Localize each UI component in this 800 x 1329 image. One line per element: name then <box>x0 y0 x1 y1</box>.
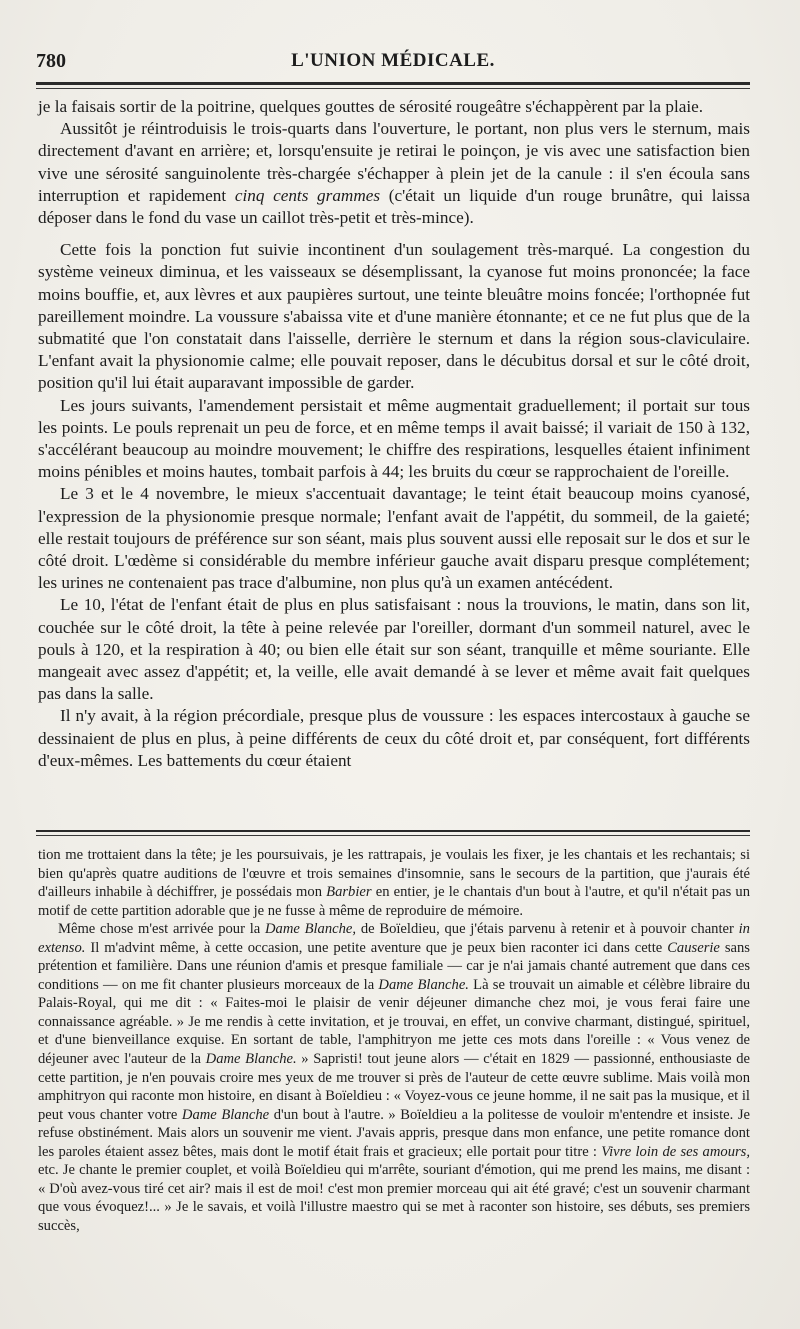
main-paragraph: Cette fois la ponction fut suivie incontinent d'un soulagement très-marqué. La congestion du système veineux diminua, et les vaisseaux se désemplissant, la cyanose fut moins prononcée; la face moins bouffie, et, aux lèvres et aux paupières surtout, une teinte bleuâtre moins foncée; l'orthopnée fut pareillement moindre. La voussure s'abaissa vite et d'une manière étonnante; et ce ne fut plus que de la submatité que l'on constatait dans l'aisselle, derrière le sternum et dans la région sous-claviculaire. L'enfant avait la physionomie calme; elle pouvait reposer, dans le décubitus dorsal et sur le côté droit, position qu'il lui était auparavant impossible de garder. <box>38 240 750 393</box>
feuilleton-italic-run: Vivre loin de ses amours, <box>601 1143 750 1160</box>
feuilleton-text-run: de Boïeldieu, que j'étais parvenu à retenir et à pouvoir chanter <box>360 921 734 938</box>
main-paragraph: Les jours suivants, l'amendement persistait et même augmentait graduellement; il portait sur tous les points. Le pouls reprenait un peu de force, et en même temps il avait baissé; il variait de 150 à 132, s'accélérant beaucoup au moindre mouvement; le chiffre des respirations, lesquelles étaient infiniment moins pénibles et moins hautes, tombait parfois à 44; les bruits du cœur se rapprochaient de l'oreille. <box>38 395 750 482</box>
feuilleton-rule <box>36 830 750 832</box>
feuilleton-paragraph <box>38 920 750 1235</box>
main-italic-run: cinq cents grammes <box>234 185 381 205</box>
header-rule <box>36 82 750 85</box>
feuilleton-text-run: tion me trottaient dans la tête; je les poursuivais, je les rattrapais, je voulais les fixer, je les chantais et les rechantais; si bien qu'après quatre auditions de l'œuvre et trois semaines d'insomnie, sans le secours de la partition, que j'aurais été d'ailleurs inhabile à déchiffrer, je possédais mon <box>38 847 750 901</box>
feuilleton-text-run: d'un bout à l'autre. » Boïeldieu a la politesse de vouloir m'entendre et insiste. Je refuse obstinément. Mais alors un souvenir me vient. J'avais appris, presque dans mon enfance, une petite romance dont les paroles étaient assez bêtes, mais dont le motif était frais et gracieux; elle portait pour titre : <box>38 1106 750 1160</box>
page-header <box>36 50 750 78</box>
feuilleton-italic-run: in extenso. <box>38 921 750 956</box>
feuilleton-text-run: en entier, je le chantais d'un bout à l'autre, et qu'il n'était pas un motif de cette partition adorable que je ne fusse à même de reproduire de mémoire. <box>38 884 750 919</box>
header-rule-thin <box>36 88 750 89</box>
feuilleton-column <box>38 846 750 1235</box>
feuilleton-italic-run: Dame Blanche, <box>264 921 357 938</box>
main-paragraph <box>38 118 750 229</box>
main-paragraph: je la faisais sortir de la poitrine, quelques gouttes de sérosité rougeâtre s'échappèrent par la plaie. <box>38 97 704 116</box>
feuilleton-italic-run: Dame Blanche. <box>378 976 469 993</box>
main-text-run: (c'était un liquide d'un rouge brunâtre, qui laissa déposer dans le fond du vase un caillot très-petit et très-mince). <box>38 185 750 228</box>
page-number: 780 <box>36 50 66 72</box>
main-text-run: Aussitôt je réintroduisis le trois-quarts dans l'ouverture, le portant, non plus vers le sternum, mais directement d'avant en arrière; et, lorsqu'ensuite je retirai le poinçon, je vis avec une satisfaction bien vive une sérosité sanguinolente très-chargée s'échapper à plein jet de la canule : il s'en écoula sans interruption et rapidement <box>38 119 750 205</box>
running-title: L'UNION MÉDICALE. <box>291 50 495 71</box>
feuilleton-text-run: » Sapristi! tout jeune alors — c'était en 1829 — passionné, enthousiaste de cette partition, je n'en pouvais croire mes yeux de me trouver si près de l'auteur de cette œuvre sublime. Mais voilà mon amphitryon qui raconte mon histoire, en disant à Boïeldieu : « Voyez-vous ce jeune homme, il ne sait pas la musique, et il peut vous chanter votre <box>38 1051 750 1123</box>
feuilleton-rule-thin <box>36 835 750 836</box>
main-paragraph: Il n'y avait, à la région précordiale, presque plus de voussure : les espaces intercostaux à gauche se dessinaient de plus en plus, à peine différents de ceux du côté droit et, par conséquent, fort différents d'eux-mêmes. Les battements du cœur étaient <box>38 706 750 770</box>
feuilleton-italic-run: Barbier <box>326 884 372 901</box>
feuilleton-text-run: Il m'advint même, à cette occasion, une petite aventure que je peux bien raconter ici dans cette <box>90 939 663 956</box>
main-paragraph: Le 10, l'état de l'enfant était de plus en plus satisfaisant : nous la trouvions, le matin, dans son lit, couchée sur le côté droit, la tête à peine relevée par l'oreiller, dormant d'un sommeil naturel, avec le pouls à 120, et la respiration à 40; ou bien elle était sur son séant, tranquille et même souriante. Elle mangeait avec assez d'appétit; et, la veille, elle avait demandé à se lever et même avait fait quelques pas dans la salle. <box>38 595 750 704</box>
feuilleton-text-run: etc. Je chante le premier couplet, et voilà Boïeldieu qui m'arrête, souriant d'émotion, qui me prend les mains, me disant : « D'où avez-vous tiré cet air? mais il est de moi! c'est mon premier morceau qui ait été gravé; c'est un souvenir charmant que vous évoquez!... » Je le savais, et voilà l'illustre maestro qui se met à raconter son histoire, ses débuts, ses premiers succès, <box>38 1162 750 1234</box>
feuilleton-italic-run: Dame Blanche. <box>205 1051 297 1068</box>
main-paragraph: Le 3 et le 4 novembre, le mieux s'accentuait davantage; le teint était beaucoup moins cyanosé, l'expression de la physionomie presque normale; l'enfant avait de l'appétit, du sommeil, de la gaieté; elle restait toujours de préférence sur son séant, mais plus souvent aussi elle reposait sur le dos et sur le côté droit. L'œdème si considérable du membre inférieur gauche avait disparu presque complétement; les urines ne contenaient pas trace d'albumine, non plus qu'à un examen antécédent. <box>38 484 750 593</box>
main-article <box>38 96 750 772</box>
feuilleton-paragraph <box>38 846 750 920</box>
feuilleton-italic-run: Dame Blanche <box>181 1106 270 1123</box>
feuilleton-text-run: Là se trouvait un aimable et célèbre libraire du Palais-Royal, qui me dit : « Faites-moi le plaisir de venir déjeuner dimanche chez moi, je vous ferai faire une connaissance agréable. » Je me rendis à cette invitation, et je trouvai, en effet, un convive charmant, distingué, spirituel, et d'une bienveillance exquise. En sortant de table, l'amphitryon me jette ces mots dans l'oreille : « Vous venez de déjeuner avec l'auteur de la <box>38 976 750 1068</box>
feuilleton-text-run: sans prétention et familière. Dans une réunion d'amis et presque familiale — car je n'ai jamais chanté autrement que dans ces conditions — on me fit chanter plusieurs morceaux de la <box>38 939 750 993</box>
feuilleton-text-run: Même chose m'est arrivée pour la <box>58 921 261 938</box>
feuilleton-italic-run: Causerie <box>667 939 720 956</box>
